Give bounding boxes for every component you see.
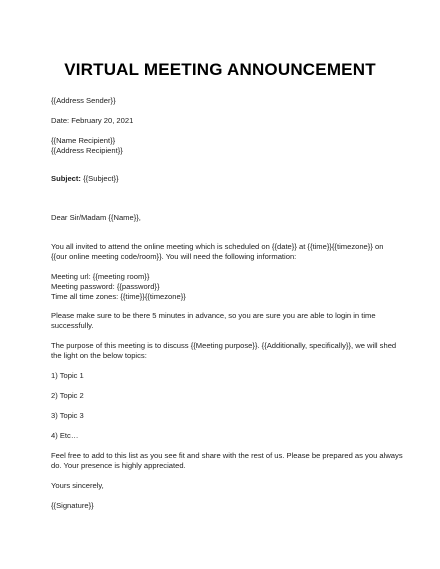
time-zones: Time all time zones: {{time}}{{timezone}}: [51, 292, 186, 301]
topic-item-3: 3) Topic 3: [51, 411, 84, 420]
paragraph-closing-line-1: Feel free to add to this list as you see fit and share with the rest of us. Please be prepared as you always: [51, 451, 403, 460]
meeting-password: Meeting password: {{password}}: [51, 282, 160, 291]
address-recipient: {{Address Recipient}}: [51, 146, 123, 155]
paragraph-advance-line-2: successfully.: [51, 321, 94, 330]
salutation: Dear Sir/Madam {{Name}},: [51, 213, 141, 222]
date-line: Date: February 20, 2021: [51, 116, 134, 125]
topic-item-4: 4) Etc…: [51, 431, 79, 440]
subject-value: {{Subject}}: [80, 174, 119, 183]
paragraph-invitation-line-1: You all invited to attend the online meeting which is scheduled on {{date}} at {{time}}{{timezone}} on: [51, 242, 384, 251]
paragraph-closing-line-2: do. Your presence is highly appreciated.: [51, 461, 186, 470]
signature-placeholder: {{Signature}}: [51, 501, 94, 510]
paragraph-invitation-line-2: {{our online meeting code/room}}. You will need the following information:: [51, 252, 297, 261]
paragraph-advance-line-1: Please make sure to be there 5 minutes in advance, so you are sure you are able to login in time: [51, 311, 376, 320]
closing-line: Yours sincerely,: [51, 481, 104, 490]
topic-item-2: 2) Topic 2: [51, 391, 84, 400]
subject-line: [51, 174, 391, 184]
address-sender: {{Address Sender}}: [51, 96, 116, 105]
paragraph-purpose-line-2: the light on the below topics:: [51, 351, 147, 360]
paragraph-purpose-line-1: The purpose of this meeting is to discuss {{Meeting purpose}}. {{Additionally, specifically}}, we will shed: [51, 341, 397, 350]
meeting-url: Meeting url: {{meeting room}}: [51, 272, 150, 281]
document-title: VIRTUAL MEETING ANNOUNCEMENT: [64, 60, 376, 79]
name-recipient: {{Name Recipient}}: [51, 136, 116, 145]
subject-label: Subject:: [51, 174, 81, 183]
topic-item-1: 1) Topic 1: [51, 371, 84, 380]
